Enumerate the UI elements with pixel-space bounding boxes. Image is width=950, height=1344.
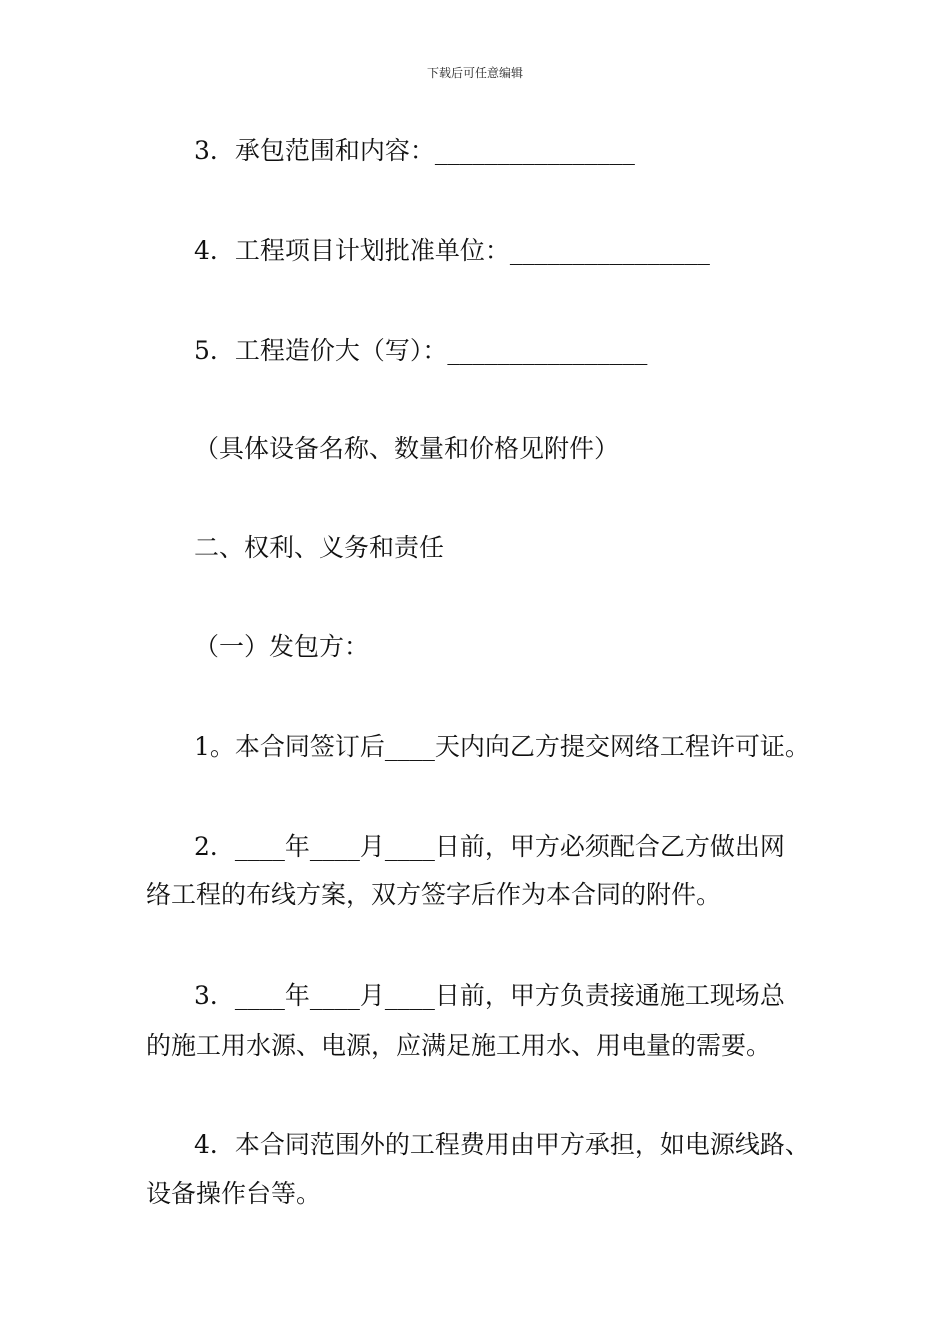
employer-item-4-line-2: 设备操作台等。 [146,1179,322,1208]
clause-3-scope: 3．承包范围和内容：________________ [194,136,635,165]
employer-item-4-line-1: 4．本合同范围外的工程费用由甲方承担，如电源线路、 [194,1130,810,1159]
page-header: 下载后可任意编辑 [426,66,523,80]
clause-5-project-cost: 5．工程造价大（写）：________________ [194,336,648,365]
employer-item-2-line-2: 络工程的布线方案，双方签字后作为本合同的附件。 [146,880,722,909]
employer-item-1: 1。本合同签订后____天内向乙方提交网络工程许可证。 [194,732,810,761]
equipment-note: （具体设备名称、数量和价格见附件） [194,434,620,463]
subsection-heading-employer: （一）发包方： [194,632,370,661]
employer-item-3-line-1: 3．____年____月____日前，甲方负责接通施工现场总 [194,981,785,1010]
clause-4-approval-unit: 4．工程项目计划批准单位：________________ [194,236,710,265]
section-heading-rights: 二、权利、义务和责任 [194,533,445,562]
employer-item-3-line-2: 的施工用水源、电源，应满足施工用水、用电量的需要。 [146,1031,772,1060]
employer-item-2-line-1: 2．____年____月____日前，甲方必须配合乙方做出网 [194,832,785,861]
